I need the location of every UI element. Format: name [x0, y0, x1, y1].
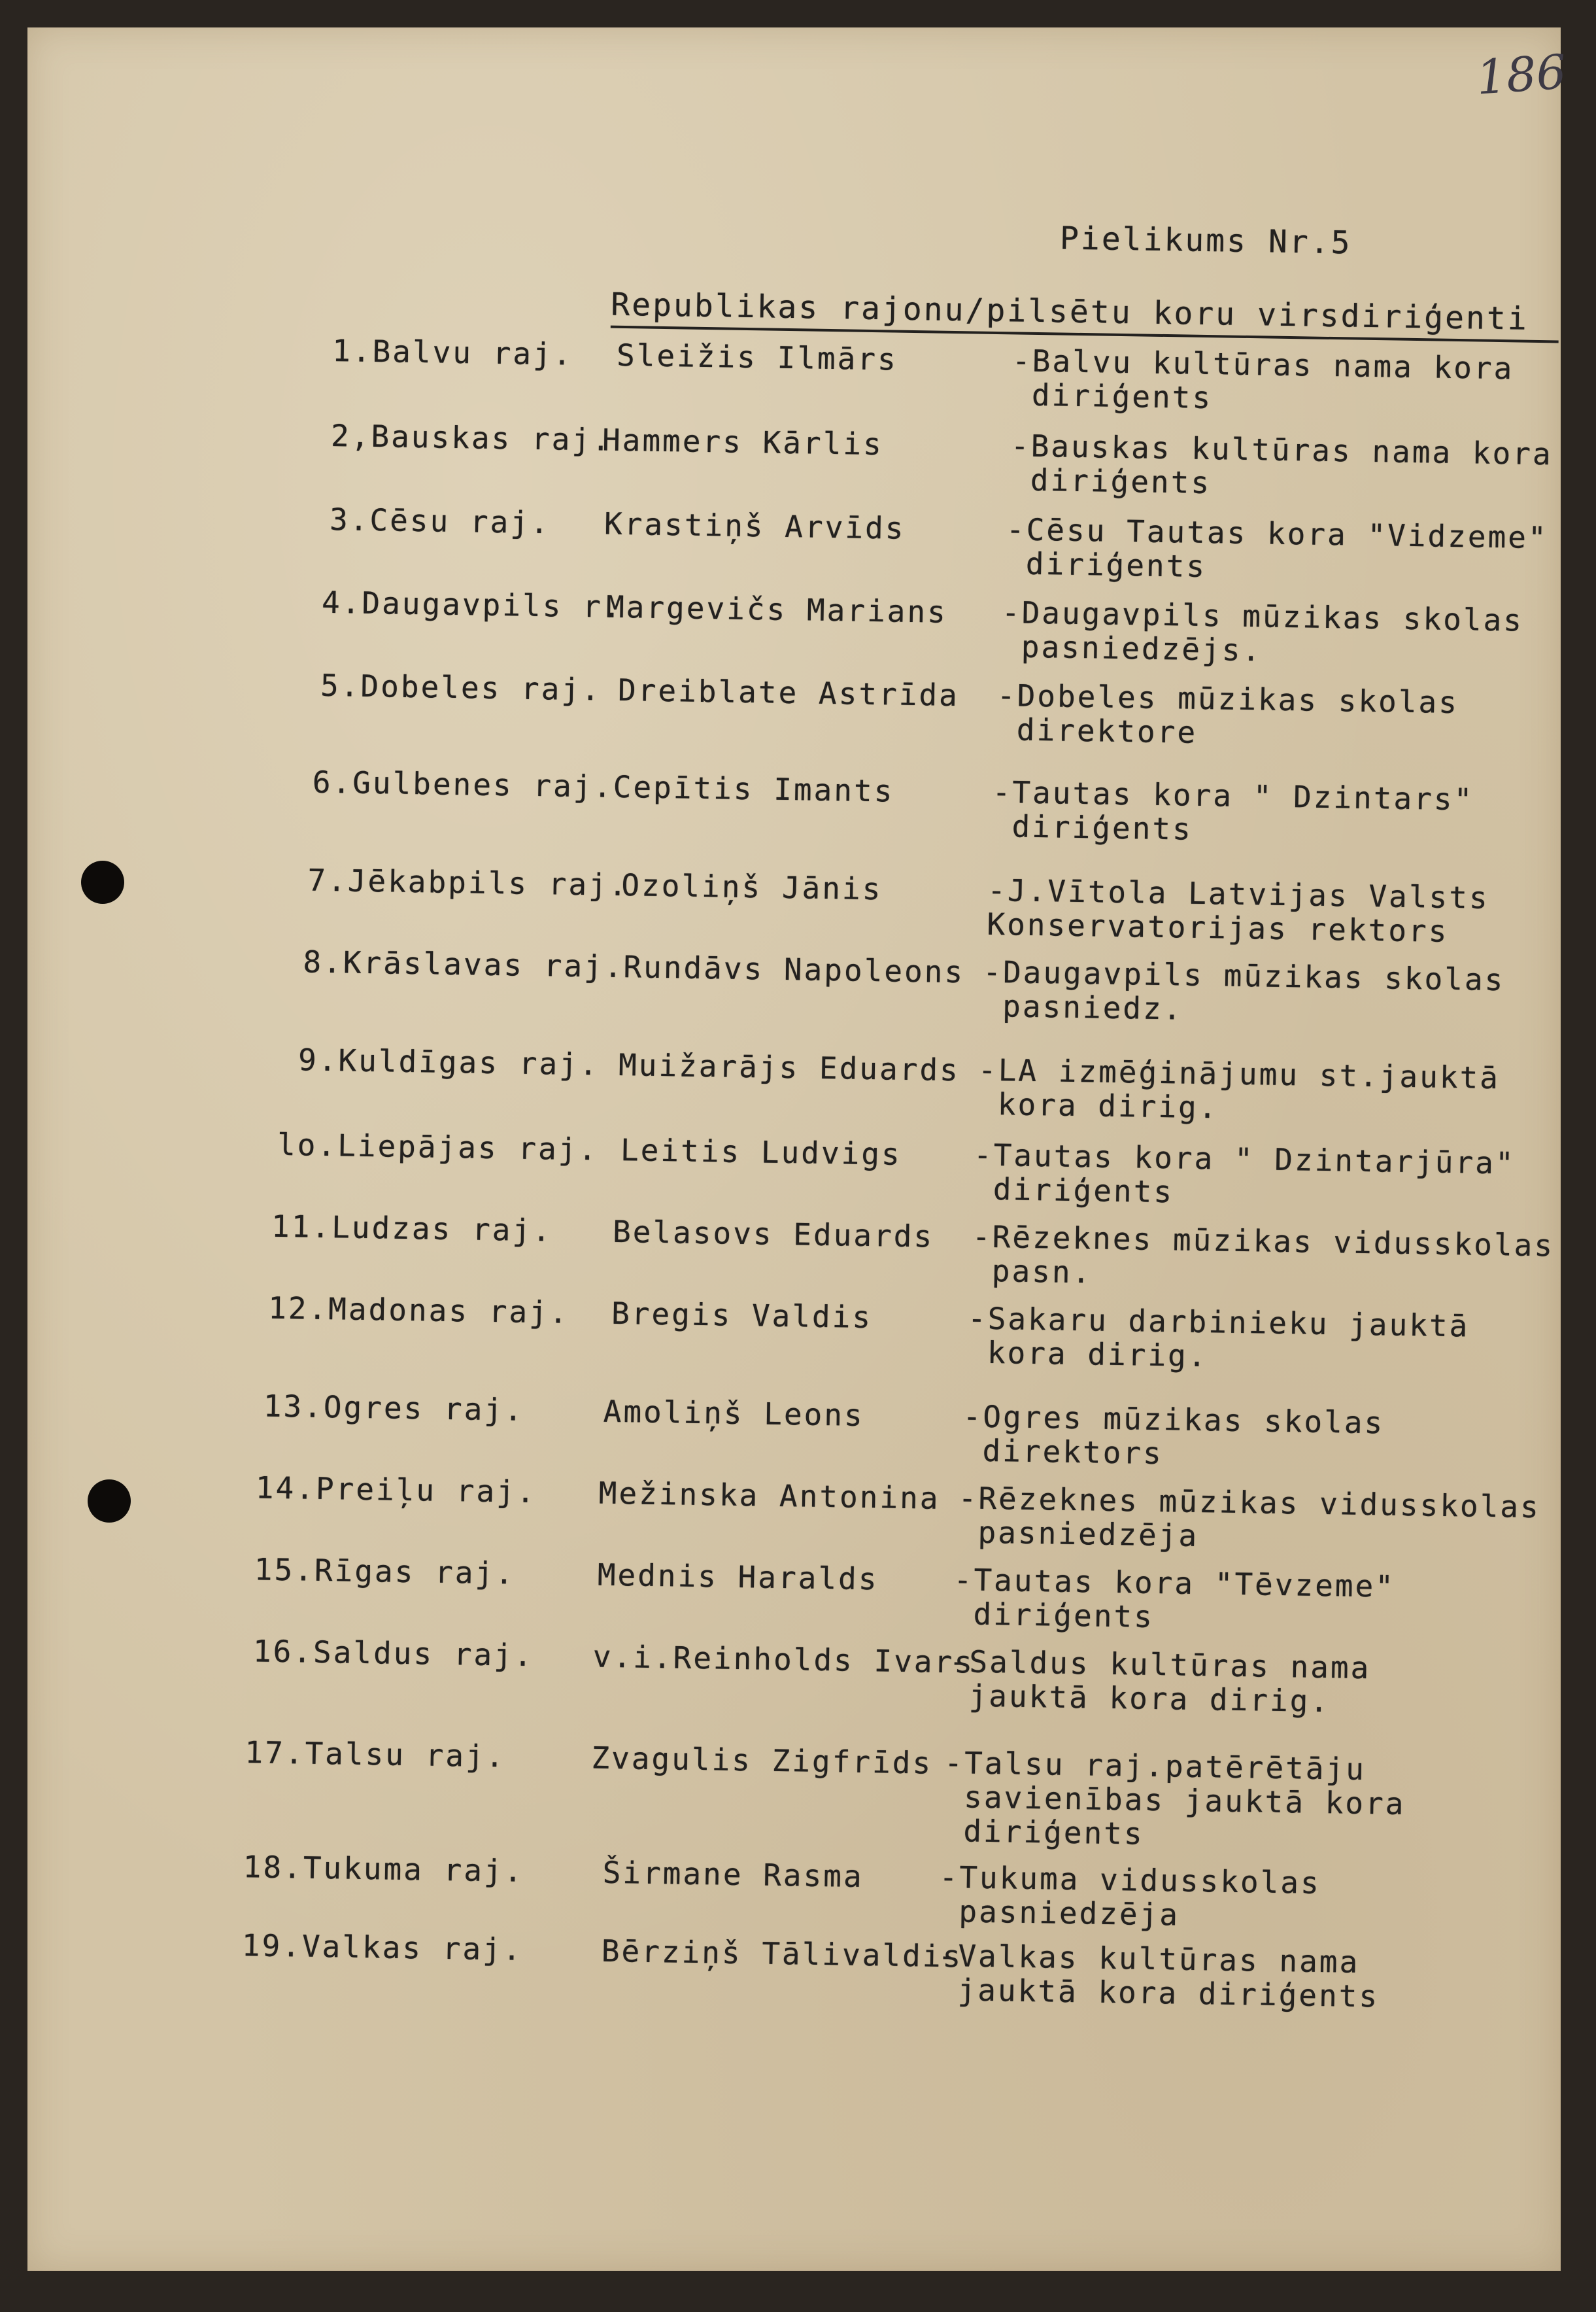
- position: -Valkas kultūras nama jauktā kora diriģents: [937, 1937, 1380, 2014]
- person-name: Ozoliņš Jānis: [620, 867, 883, 907]
- position: -Dobeles mūzikas skolas direktore: [996, 678, 1459, 750]
- document-heading: Republikas rajonu/pilsētu koru virsdiriģenti: [611, 286, 1559, 343]
- person-name: Amoliņš Leons: [603, 1393, 865, 1433]
- list-item: [0, 1384, 1591, 1472]
- position: -Tautas kora " Dzintarjūra" diriģents: [972, 1137, 1516, 1210]
- position: -Ogres mūzikas skolas direktors: [962, 1398, 1385, 1472]
- position: -Daugavpils mūzikas skolas pasniedzējs.: [1000, 595, 1524, 668]
- list-item: [0, 1731, 1586, 1852]
- page-number: 186: [1474, 44, 1569, 105]
- district: 17.Talsu raj.: [245, 1734, 506, 1774]
- position: -Saldus kultūras nama jauktā kora dirig.: [948, 1644, 1371, 1719]
- person-name: Zvagulis Zigfrīds: [591, 1740, 933, 1781]
- district: 13.Ogres raj.: [263, 1388, 525, 1428]
- person-name: Rundāvs Napoleons: [623, 949, 965, 990]
- district: 6.Gulbenes raj.: [312, 764, 614, 804]
- district: 9.Kuldīgas raj.: [297, 1042, 600, 1082]
- person-name: Leitis Ludvigs: [620, 1132, 902, 1172]
- district: 14.Preiļu raj.: [255, 1470, 537, 1510]
- district: 8.Krāslavas raj.: [303, 944, 624, 985]
- district: 15.Rīgas raj.: [254, 1551, 516, 1591]
- position: -Sakaru darbinieku jauktā kora dirig.: [966, 1300, 1470, 1374]
- person-name: Bregis Valdis: [611, 1295, 873, 1336]
- district: 18.Tukuma raj.: [243, 1849, 524, 1889]
- person-name: Širmane Rasma: [602, 1854, 864, 1895]
- person-name: Muižarājs Eduards: [618, 1047, 960, 1088]
- list-item: [4, 857, 1596, 949]
- position: -Talsu raj.patērētāju savienības jauktā kora diriģents: [943, 1744, 1406, 1852]
- district: 1.Balvu raj.: [331, 332, 573, 372]
- position: -Cēsu Tautas kora "Vidzeme" diriģents: [1005, 511, 1549, 585]
- district: 19.Valkas raj.: [241, 1927, 523, 1967]
- district: 7.Jēkabpils raj.: [307, 862, 629, 903]
- list-item: [1, 1037, 1596, 1126]
- position: -Balvu kultūras nama kora diriģents: [1011, 343, 1514, 416]
- person-name: Mednis Haralds: [597, 1557, 879, 1597]
- district: 11.Ludzas raj.: [271, 1208, 553, 1249]
- position: -Tautas kora " Dzintars" diriģents: [991, 774, 1474, 847]
- position: -Rēzeknes mūzikas vidusskolas pasn.: [971, 1218, 1555, 1290]
- district: 12.Madonas raj.: [267, 1290, 569, 1330]
- district: 16.Saldus raj.: [252, 1633, 535, 1674]
- position: -Tautas kora "Tēvzeme" diriģents: [953, 1562, 1396, 1634]
- district: lo.Liepājas raj.: [277, 1126, 599, 1167]
- district: 3.Cēsu raj.: [329, 501, 551, 541]
- person-name: Dreiblate Astrīda: [617, 672, 960, 714]
- person-name: Krastiņš Arvīds: [603, 506, 906, 546]
- person-name: Sleižis Ilmārs: [616, 337, 898, 377]
- list-item: [5, 759, 1596, 847]
- person-name: v.i.Reinholds Ivars: [592, 1638, 975, 1680]
- position: -Bauskas kultūras nama kora diriģents: [1010, 428, 1554, 501]
- person-name: Bērziņš Tālivaldis: [601, 1933, 963, 1975]
- person-name: Mežinska Antonina: [598, 1475, 940, 1516]
- district: 5.Dobeles raj.: [320, 667, 602, 708]
- position: -Daugavpils mūzikas skolas pasniedz.: [982, 954, 1505, 1027]
- district: 2,Bauskas raj.: [330, 417, 613, 458]
- person-name: Cepītis Imants: [613, 768, 894, 809]
- position: -Tukuma vidusskolas pasniedzēja: [938, 1859, 1321, 1933]
- person-name: Margevičs Marians: [605, 589, 948, 630]
- person-name: Belasovs Eduards: [612, 1213, 934, 1254]
- person-name: Hammers Kārlis: [602, 422, 884, 462]
- list-item: [0, 1924, 1583, 2014]
- position: -J.Vītola Latvijas Valsts Konservatorijas rektors: [987, 872, 1490, 949]
- position: -Rēzeknes mūzikas vidusskolas pasniedzēja: [957, 1480, 1541, 1554]
- position: -LA izmēģinājumu st.jauktā kora dirig.: [977, 1052, 1501, 1126]
- annex-label: Pielikums Nr.5: [1059, 220, 1352, 262]
- district: 4.Daugavpils r.: [321, 584, 623, 625]
